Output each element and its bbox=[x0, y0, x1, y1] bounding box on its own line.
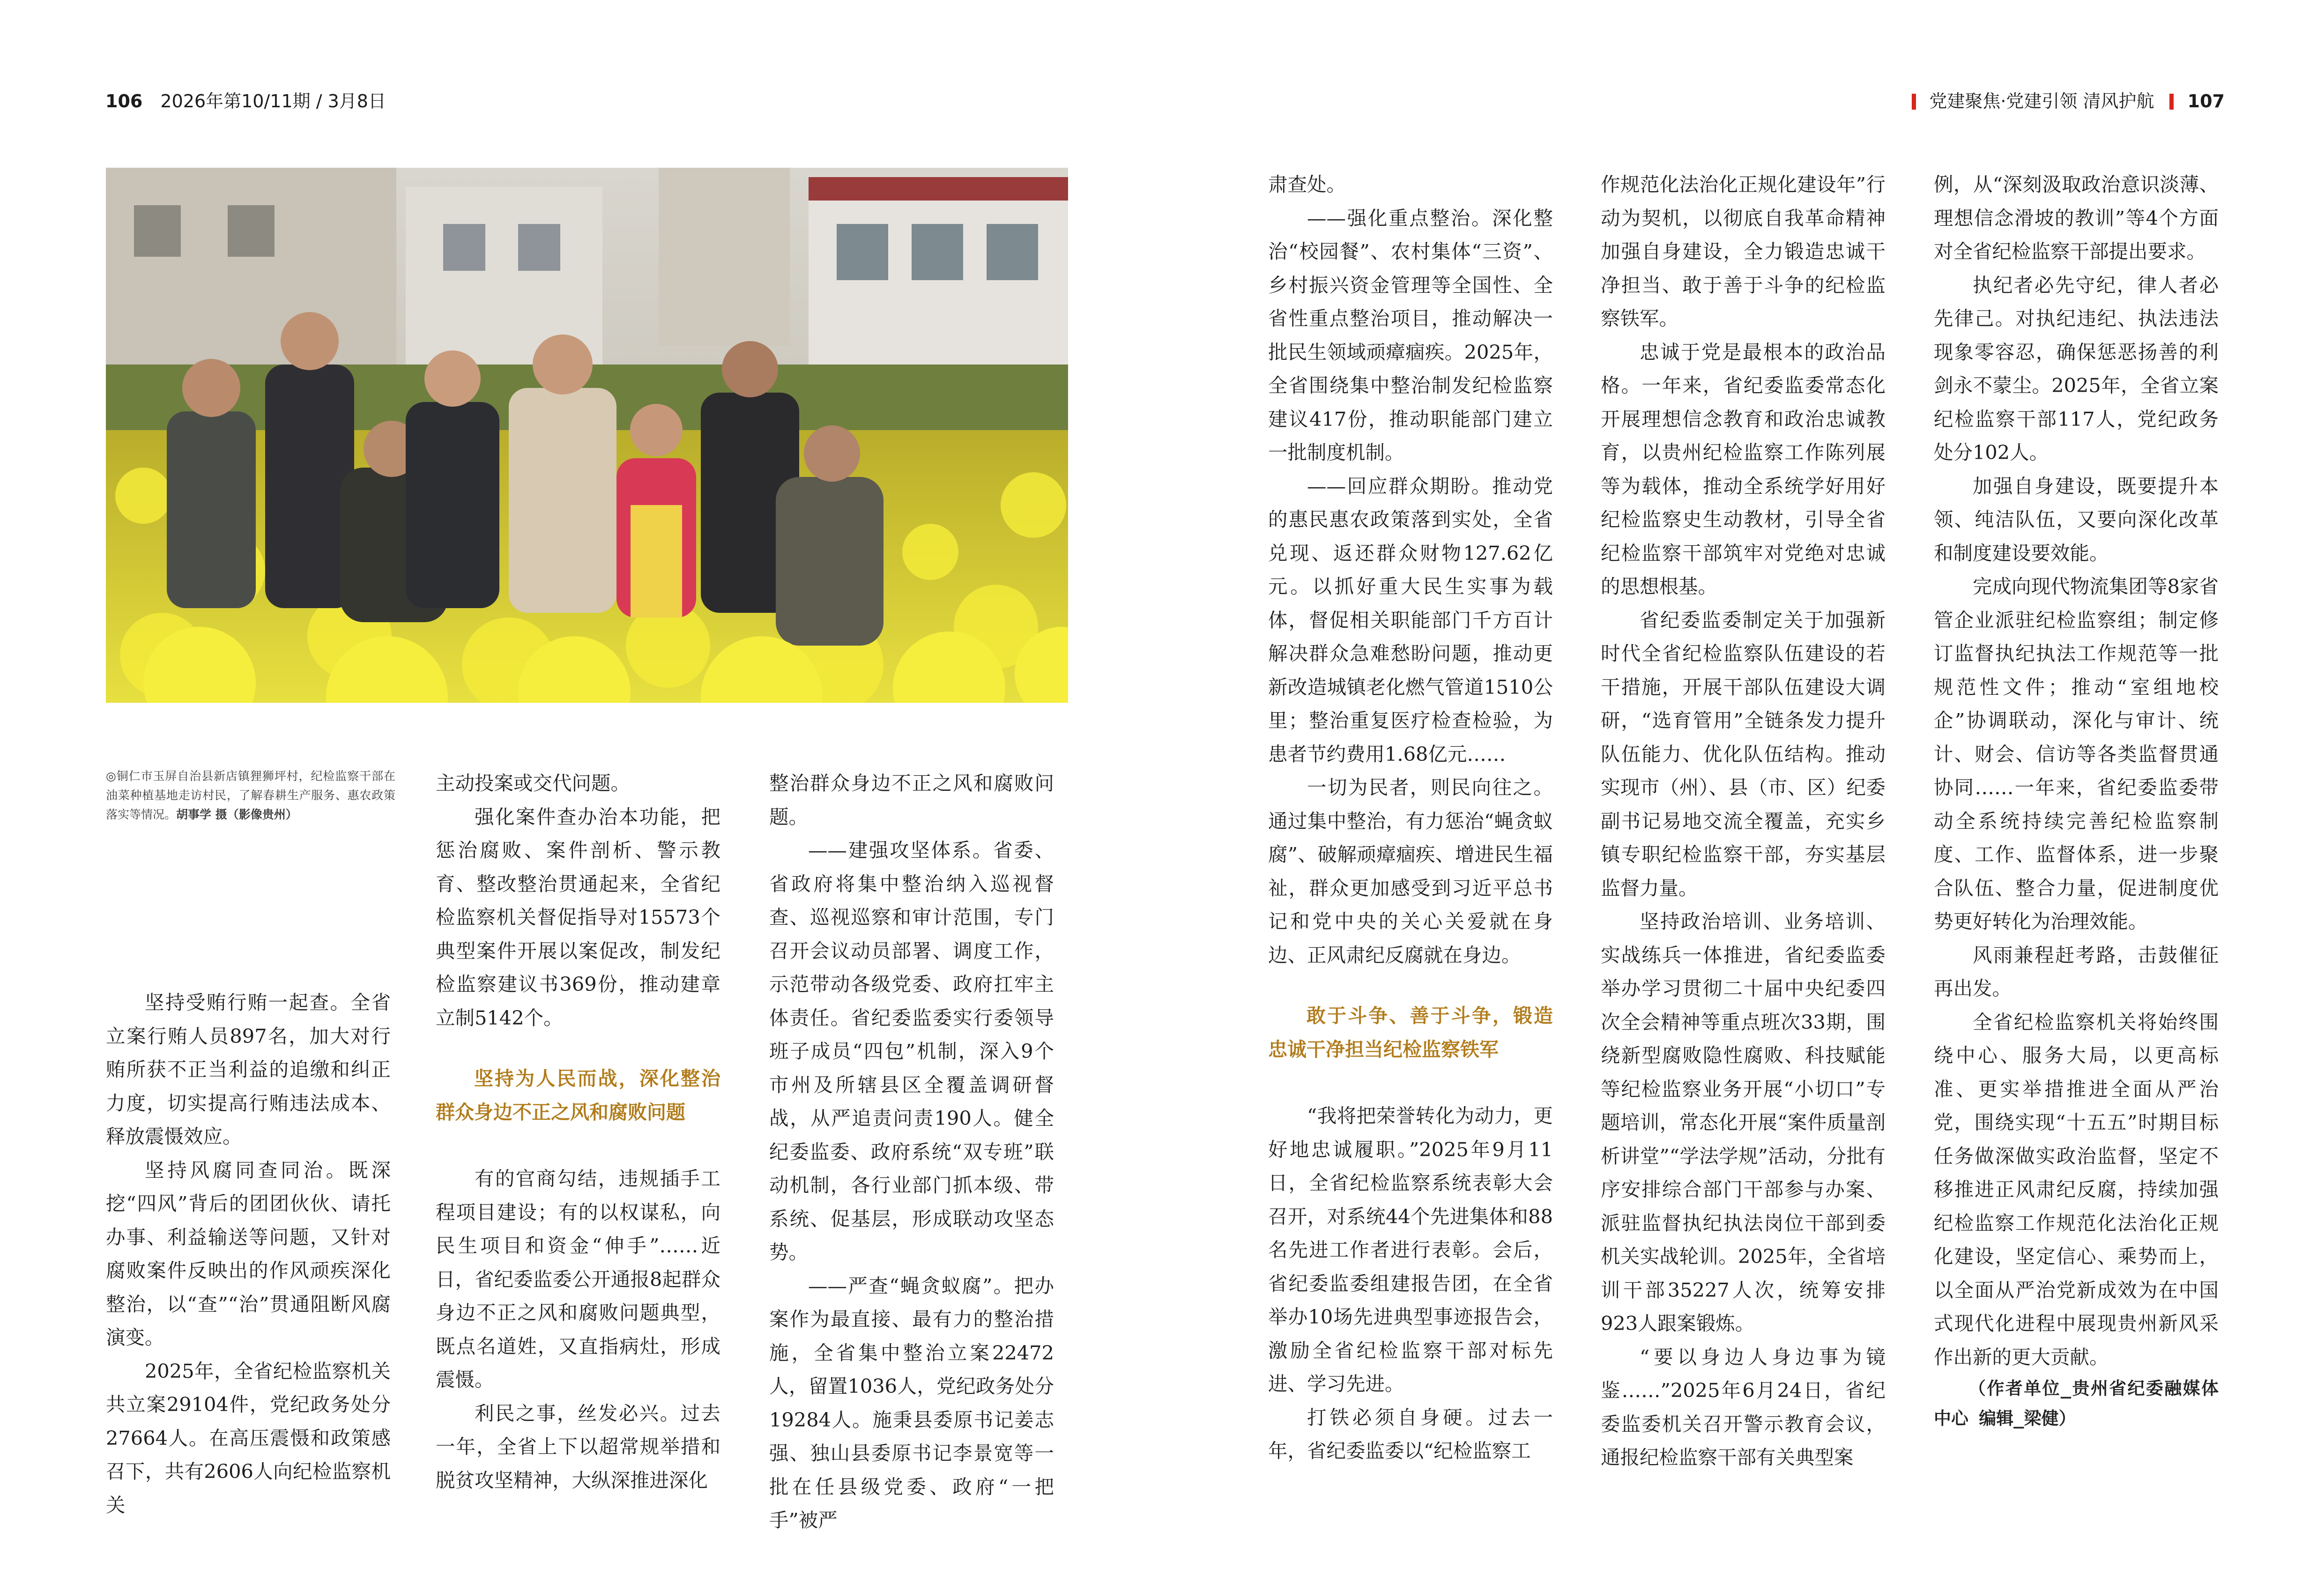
paragraph: 强化案件查办治本功能，把惩治腐败、案件剖析、警示教育、整改整治贯通起来，全省纪检监察机关督促指导对15573个典型案件开展以案促改，制发纪检监察建议书369份，推动建章立制5142个。 bbox=[436, 805, 720, 1029]
issue-date: 2026年第10/11期 / 3月8日 bbox=[160, 91, 386, 112]
paragraph: ——回应群众期盼。推动党的惠民惠农政策落到实处，全省兑现、返还群众财物127.62亿元。以抓好重大民生实事为载体，督促相关职能部门千方百计解决群众急难愁盼问题，推动更新改造城镇老化燃气管道1510公里；整治重复医疗检查检验，为患者节约费用1.68亿元…… bbox=[1268, 474, 1553, 766]
paragraph: 整治群众身边不正之风和腐败问题。 bbox=[769, 772, 1054, 828]
left-page-number: 106 bbox=[105, 91, 143, 112]
paragraph: ——建强攻坚体系。省委、省政府将集中整治纳入巡视督查、巡视巡察和审计范围，专门召开会议动员部署、调度工作，示范带动各级党委、政府扛牢主体责任。省纪委监委实行委领导班子成员“四包”机制，深入9个市州及所辖县区全覆盖调研督战，从严追责问责190人。健全纪委监委、政府系统“双专班”联动机制，各行业部门抓本级、带系统、促基层，形成联动攻坚态势。 bbox=[769, 839, 1054, 1264]
paragraph: 有的官商勾结，违规插手工程项目建设；有的以权谋私，向民生项目和资金“伸手”……近日，省纪委监委公开通报8起群众身边不正之风和腐败问题典型，既点名道姓，又直指病灶，形成震慑。 bbox=[436, 1167, 720, 1391]
paragraph: 一切为民者，则民向往之。通过集中整治，有力惩治“蝇贪蚁腐”、破解顽瘴痼疾、增进民生福祉，群众更加感受到习近平总书记和党中央的关心关爱就在身边、正风肃纪反腐就在身边。 bbox=[1268, 776, 1553, 967]
section-title: 党建聚焦·党建引领 清风护航 bbox=[1929, 91, 2154, 112]
article-column-3 bbox=[769, 766, 1054, 1537]
paragraph: 利民之事，丝发必兴。过去一年，全省上下以超常规举措和脱贫攻坚精神，大纵深推进深化 bbox=[436, 1401, 720, 1492]
article-column-6 bbox=[1934, 168, 2219, 1434]
paragraph: 全省纪检监察机关将始终围绕中心、服务大局，以更高标准、更实举措推进全面从严治党，围绕实现“十五五”时期目标任务做深做实政治监督，坚定不移推进正风肃纪反腐，持续加强纪检监察工作规范化法治化正规化建设，坚定信心、乘势而上，以全面从严治党新成效为在中国式现代化进程中展现贵州新风采作出新的更大贡献。 bbox=[1934, 1010, 2219, 1369]
paragraph: 坚持政治培训、业务培训、实战练兵一体推进，省纪委监委举办学习贯彻二十届中央纪委四次全会精神等重点班次33期，围绕新型腐败隐性腐败、科技赋能等纪检监察业务开展“小切口”专题培训，常态化开展“案件质量剖析讲堂”“学法学规”活动，分批有序安排综合部门干部参与办案、派驻监督执纪执法岗位干部到委机关实战轮训。2025年，全省培训干部35227人次，统筹安排923人跟案锻炼。 bbox=[1601, 910, 1886, 1335]
paragraph: ——强化重点整治。深化整治“校园餐”、农村集体“三资”、乡村振兴资金管理等全国性、全省性重点整治项目，推动解决一批民生领域顽瘴痼疾。2025年，全省围绕集中整治制发纪检监察建议417份，推动职能部门建立一批制度机制。 bbox=[1268, 206, 1553, 464]
paragraph: 忠诚于党是最根本的政治品格。一年来，省纪委监委常态化开展理想信念教育和政治忠诚教育，以贵州纪检监察工作陈列展等为载体，推动全系统学好用好纪检监察史生动教材，引导全省纪检监察干部筑牢对党绝对忠诚的思想根基。 bbox=[1601, 340, 1886, 598]
caption-text: ◎铜仁市玉屏自治县新店镇狸狮坪村，纪检监察干部在油菜种植基地走访村民，了解春耕生产服务、惠农政策落实等情况。 bbox=[106, 769, 395, 821]
photo-illustration bbox=[106, 168, 1068, 703]
paragraph: 例，从“深刻汲取政治意识淡薄、理想信念滑坡的教训”等4个方面对全省纪检监察干部提出要求。 bbox=[1934, 173, 2219, 263]
accent-bar bbox=[1912, 94, 1916, 110]
paragraph: 作规范化法治化正规化建设年”行动为契机，以彻底自我革命精神加强自身建设，全力锻造忠诚干净担当、敢于善于斗争的纪检监察铁军。 bbox=[1601, 173, 1886, 330]
photo-credit: 胡事学 摄（影像贵州） bbox=[176, 808, 297, 821]
photo-caption bbox=[106, 766, 395, 824]
article-photo bbox=[106, 168, 1068, 703]
article-column-5 bbox=[1601, 168, 1886, 1474]
paragraph: 坚持风腐同查同治。既深挖“四风”背后的团团伙伙、请托办事、利益输送等问题，又针对腐败案件反映出的作风顽疾深化整治，以“查”“治”贯通阻断风腐演变。 bbox=[106, 1158, 391, 1349]
paragraph: 坚持受贿行贿一起查。全省立案行贿人员897名，加大对行贿所获不正当利益的追缴和纠正力度，切实提高行贿违法成本、释放震慑效应。 bbox=[106, 991, 391, 1148]
paragraph: 加强自身建设，既要提升本领、纯洁队伍，又要向深化改革和制度建设要效能。 bbox=[1934, 474, 2219, 565]
article-column-2 bbox=[436, 766, 720, 1497]
paragraph: “我将把荣誉转化为动力，更好地忠诚履职。”2025年9月11日，全省纪检监察系统表彰大会召开，对系统44个先进集体和88名先进工作者进行表彰。会后，省纪委监委组建报告团，在全省举办10场先进典型事迹报告会，激励全省纪检监察干部对标先进、学习先进。 bbox=[1268, 1104, 1553, 1395]
paragraph: 主动投案或交代问题。 bbox=[436, 772, 631, 795]
paragraph: 2025年，全省纪检监察机关共立案29104件，党纪政务处分27664人。在高压震慑和政策感召下，共有2606人向纪检监察机关 bbox=[106, 1359, 391, 1517]
right-page-number: 107 bbox=[2187, 91, 2225, 112]
paragraph: 风雨兼程赶考路，击鼓催征再出发。 bbox=[1934, 943, 2219, 1000]
section-heading: 敢于斗争、善于斗争，锻造忠诚干净担当纪检监察铁军 bbox=[1268, 1004, 1553, 1061]
paragraph: 肃查处。 bbox=[1268, 173, 1346, 196]
paragraph: 完成向现代物流集团等8家省管企业派驻纪检监察组；制定修订监督执纪执法工作规范等一批规范性文件；推动“室组地校企”协调联动，深化与审计、统计、财会、信访等各类监督贯通协同……一年来，省纪委监委带动全系统持续完善纪检监察制度、工作、监督体系，进一步聚合队伍、整合力量，促进制度优势更好转化为治理效能。 bbox=[1934, 575, 2219, 933]
author-byline: （作者单位_贵州省纪委融媒体中心 编辑_梁健） bbox=[1934, 1378, 2219, 1428]
article-column-4 bbox=[1268, 168, 1553, 1468]
paragraph: 执纪者必先守纪，律人者必先律己。对执纪违纪、执法违法现象零容忍，确保惩恶扬善的利剑永不蒙尘。2025年，全省立案纪检监察干部117人，党纪政务处分102人。 bbox=[1934, 273, 2219, 464]
section-heading: 坚持为人民而战，深化整治群众身边不正之风和腐败问题 bbox=[436, 1067, 720, 1123]
left-page-header bbox=[105, 90, 386, 112]
right-page-header bbox=[1912, 90, 2225, 112]
paragraph: ——严查“蝇贪蚁腐”。把办案作为最直接、最有力的整治措施，全省集中整治立案22472人，留置1036人，党纪政务处分19284人。施秉县委原书记姜志强、独山县委原书记李景宽等一批在任县级党委、政府“一把手”被严 bbox=[769, 1274, 1054, 1532]
paragraph: 打铁必须自身硬。过去一年，省纪委监委以“纪检监察工 bbox=[1268, 1406, 1553, 1462]
paragraph: “要以身边人身边事为镜鉴……”2025年6月24日，省纪委监委机关召开警示教育会议，通报纪检监察干部有关典型案 bbox=[1601, 1345, 1886, 1469]
paragraph: 省纪委监委制定关于加强新时代全省纪检监察队伍建设的若干措施，开展干部队伍建设大调研，“选育管用”全链条发力提升队伍能力、优化队伍结构。推动实现市（州）、县（市、区）纪委副书记易地交流全覆盖，充实乡镇专职纪检监察干部，夯实基层监督力量。 bbox=[1601, 608, 1886, 900]
accent-bar bbox=[2169, 94, 2174, 110]
article-column-1 bbox=[106, 986, 391, 1522]
